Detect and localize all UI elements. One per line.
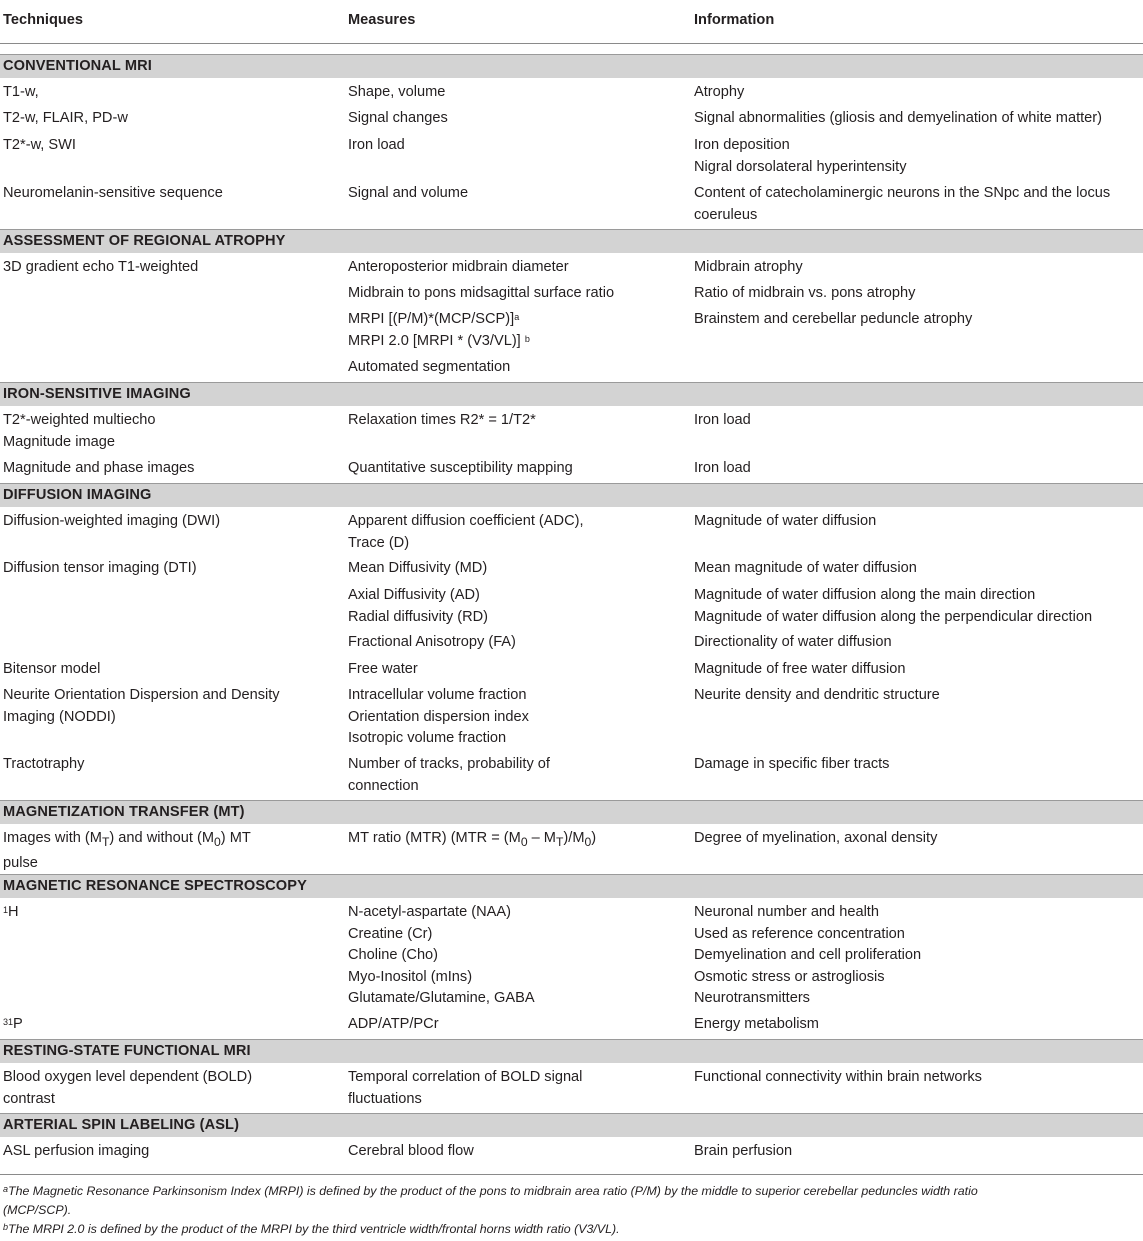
cell-technique: T2-w, FLAIR, PD-w [3,110,128,126]
cell-technique: 3D gradient echo T1-weighted [3,259,199,275]
footnote-b: $^b$The MRPI 2.0 is defined by the product of the MRPI by the third ventricle width/frontal horns width ratio (V3/VL). [3,1222,620,1236]
cell-information: Energy metabolism [694,1016,819,1032]
cell-technique: Diffusion tensor imaging (DTI) [3,560,197,576]
cell-technique: Neuromelanin-sensitive sequence [3,185,223,201]
cell-information: Ratio of midbrain vs. pons atrophy [694,285,916,301]
cell-information: Iron load [694,412,751,428]
cell-measure: Shape, volume [348,84,446,100]
cell-technique: Bitensor model [3,661,101,677]
cell-information: Magnitude of water diffusion [694,513,877,529]
cell-information: Neuronal number and health Used as reference concentration Demyelination and cell proliferation Osmotic stress or astrogliosis Neurotransmitters [694,904,922,1006]
cell-measure: Temporal correlation of BOLD signal fluctuations [348,1069,583,1107]
cell-technique: T2*-weighted multiecho Magnitude image [3,412,156,450]
cell-measure: MT ratio (MTR) $(MTR = (M_0 - M_T)/M_0)$ [348,830,597,849]
cell-information: Iron deposition Nigral dorsolateral hyperintensity [694,137,907,175]
cell-measure: Anteroposterior midbrain diameter [348,259,569,275]
table-footer-rule [0,1174,1143,1175]
cell-measure: ADP/ATP/PCr [348,1016,439,1032]
cell-information: Mean magnitude of water diffusion [694,560,917,576]
cell-technique: Neurite Orientation Dispersion and Density Imaging (NODDI) [3,687,280,725]
cell-information: Neurite density and dendritic structure [694,687,940,703]
header-techniques: Techniques [3,12,84,28]
cell-information: Damage in specific fiber tracts [694,756,890,772]
cell-information: Functional connectivity within brain networks [694,1069,982,1085]
cell-measure: Signal changes [348,110,448,126]
footnote-a: $^a$The Magnetic Resonance Parkinsonism Index (MRPI) is defined by the product of the pons to midbrain area ratio (P/M) by the middle to superior cerebellar peduncles width ratio (MCP/SCP). [3,1184,978,1217]
cell-information: Directionality of water diffusion [694,634,892,650]
header-information: Information [694,12,775,28]
cell-measure: Apparent diffusion coefficient (ADC), Trace (D) [348,513,584,551]
cell-measure: Quantitative susceptibility mapping [348,460,573,476]
cell-measure: Cerebral blood flow [348,1143,474,1159]
cell-measure: Free water [348,661,418,677]
cell-measure: Fractional Anisotropy (FA) [348,634,516,650]
section-conventional-mri: CONVENTIONAL MRI [0,54,1143,78]
header-measures: Measures [348,12,416,28]
cell-measure: Axial Diffusivity (AD) Radial diffusivity (RD) [348,587,489,625]
cell-information: Magnitude of water diffusion along the main direction Magnitude of water diffusion along the perpendicular direction [694,587,1093,625]
cell-technique: Images with $(M_T)$ and without $(M_0)$ MT pulse [3,830,251,872]
cell-information: Midbrain atrophy [694,259,803,275]
cell-technique: ASL perfusion imaging [3,1143,150,1159]
cell-measure: N-acetyl-aspartate (NAA) Creatine (Cr) Choline (Cho) Myo-Inositol (mIns) Glutamate/Glutamine, GABA [348,904,535,1006]
section-regional-atrophy: ASSESSMENT OF REGIONAL ATROPHY [0,229,1143,253]
cell-information: Brain perfusion [694,1143,793,1159]
table-header [0,0,1143,44]
section-iron-sensitive: IRON-SENSITIVE IMAGING [0,382,1143,406]
cell-information: Content of catecholaminergic neurons in the SNpc and the locus coeruleus [694,185,1111,223]
cell-technique: Magnitude and phase images [3,460,195,476]
cell-information: Signal abnormalities (gliosis and demyelination of white matter) [694,110,1103,126]
cell-technique: Tractotraphy [3,756,85,772]
cell-measure: Number of tracks, probability of connection [348,756,550,794]
cell-technique: $^{31}$P [3,1016,23,1032]
cell-information: Magnitude of free water diffusion [694,661,906,677]
cell-measure: Signal and volume [348,185,469,201]
cell-information: Degree of myelination, axonal density [694,830,938,846]
cell-information: Brainstem and cerebellar peduncle atrophy [694,311,973,327]
cell-technique: T1-w, [3,84,39,100]
cell-measure: Midbrain to pons midsagittal surface ratio [348,285,615,301]
cell-measure: Intracellular volume fraction Orientation dispersion index Isotropic volume fraction [348,687,529,746]
cell-measure: MRPI $[(P/M)*(MCP/SCP)]^a$ MRPI 2.0 [MRPI * (V3/VL)] $^b$ [348,311,530,349]
cell-technique: T2*-w, SWI [3,137,76,153]
section-resting-state-fmri: RESTING-STATE FUNCTIONAL MRI [0,1039,1143,1063]
cell-technique: $^1$H [3,904,19,920]
section-diffusion-imaging: DIFFUSION IMAGING [0,483,1143,507]
cell-measure: Automated segmentation [348,359,511,375]
section-mr-spectroscopy: MAGNETIC RESONANCE SPECTROSCOPY [0,874,1143,898]
cell-information: Iron load [694,460,751,476]
cell-information: Atrophy [694,84,745,100]
cell-measure: Relaxation times R2* = 1/T2* [348,412,536,428]
section-arterial-spin-labeling: ARTERIAL SPIN LABELING (ASL) [0,1113,1143,1137]
cell-measure: Mean Diffusivity (MD) [348,560,488,576]
cell-technique: Blood oxygen level dependent (BOLD) contrast [3,1069,253,1107]
cell-measure: Iron load [348,137,405,153]
section-magnetization-transfer: MAGNETIZATION TRANSFER (MT) [0,800,1143,824]
cell-technique: Diffusion-weighted imaging (DWI) [3,513,221,529]
